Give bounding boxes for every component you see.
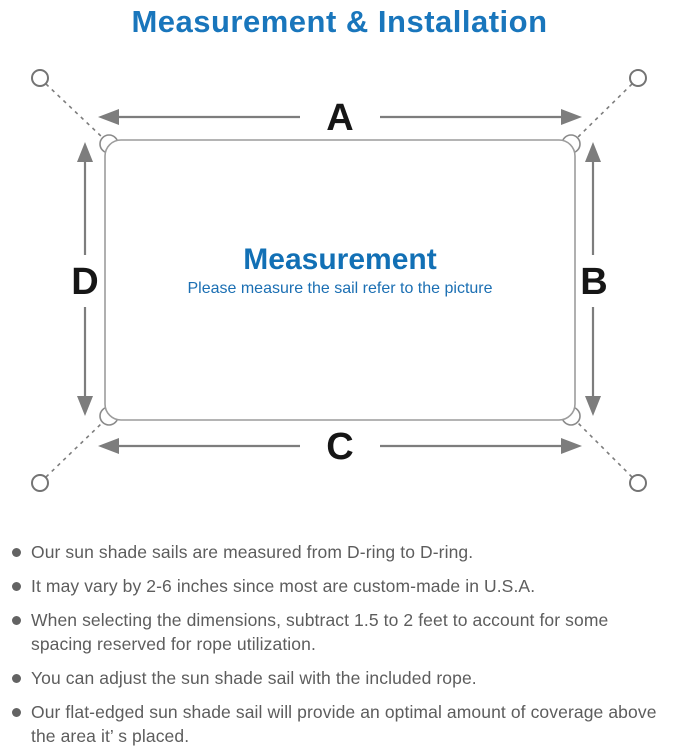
dimension-label-d: D (71, 261, 99, 303)
bullet-icon (12, 674, 21, 683)
sail-diagram-canvas (0, 55, 679, 515)
list-item (12, 700, 669, 748)
note-text: You can adjust the sun shade sail with the included rope. (31, 668, 477, 688)
anchor-point-icon (32, 475, 48, 491)
diagram-heading: Measurement (243, 243, 437, 276)
list-item (12, 608, 669, 656)
notes-list (0, 540, 679, 748)
rope-bottom-right (578, 423, 632, 477)
page-title: Measurement & Installation (131, 4, 548, 39)
bullet-icon (12, 582, 21, 591)
measurement-infographic (0, 4, 679, 746)
note-text: It may vary by 2-6 inches since most are custom-made in U.S.A. (31, 576, 536, 596)
note-text: Our sun shade sails are measured from D-ring to D-ring. (31, 542, 474, 562)
measurement-diagram (0, 55, 679, 520)
bullet-icon (12, 548, 21, 557)
bullet-icon (12, 708, 21, 717)
dimension-label-a: A (326, 97, 354, 139)
list-item (12, 540, 669, 564)
note-text: When selecting the dimensions, subtract 1.5 to 2 feet to account for some spacing reserved for rope utilization. (31, 610, 609, 654)
rope-bottom-left (46, 423, 102, 477)
note-text: Our flat-edged sun shade sail will provide an optimal amount of coverage above the area it’ s placed. (31, 702, 657, 746)
anchor-point-icon (32, 70, 48, 86)
dimension-label-b: B (580, 261, 608, 303)
dimension-label-c: C (326, 426, 354, 468)
anchor-point-icon (630, 475, 646, 491)
anchor-point-icon (630, 70, 646, 86)
list-item (12, 666, 669, 690)
rope-top-left (46, 84, 102, 137)
list-item (12, 574, 669, 598)
bullet-icon (12, 616, 21, 625)
rope-top-right (578, 84, 632, 137)
diagram-subtitle: Please measure the sail refer to the picture (187, 280, 493, 297)
